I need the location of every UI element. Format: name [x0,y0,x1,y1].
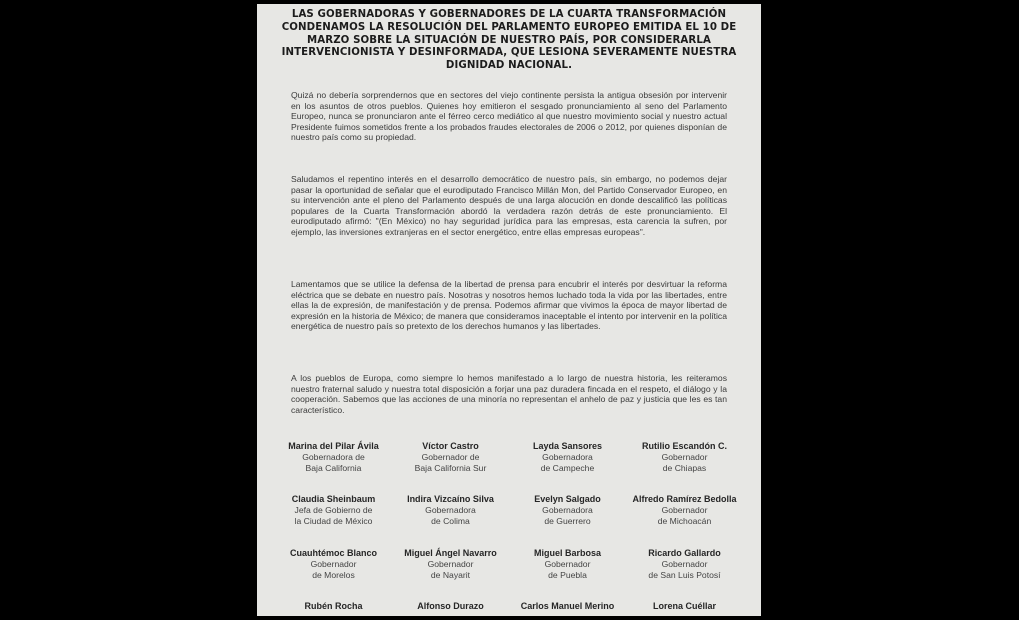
signatory-role-line-2: de Chiapas [662,462,707,473]
signatory-role-line-2: de Guerrero [544,515,591,526]
signatory-role-line-1: Gobernadora de [302,452,365,462]
signatory-role-line-1: Gobernador de [421,452,480,462]
signatory-name: Indira Vizcaíno Silva [407,494,494,504]
signatory [509,601,626,612]
signatory-name: Alfredo Ramírez Bedolla [632,494,737,504]
signatory [509,441,626,473]
signatory-name: Ricardo Gallardo [648,548,721,558]
signatory [275,601,392,612]
paragraph-3: Lamentamos que se utilice la defensa de la libertad de prensa para encubrir el interés por desvirtuar la reforma eléctrica que se debate en nuestro país. Nosotras y nosotros hemos luchado toda la vida por las libertades, entre ellas la de expresión, de manifestación y de prensa. Podemos afirmar que vivimos la época de mayor libertad de expresión en la historia de México; de manera que consideramos inaceptable el intento por intervenir en la política energética de nuestro país so pretexto de los derechos humanos y las libertades. [291,279,727,332]
signatory-name: Evelyn Salgado [534,494,601,504]
signatory-role-line-1: Gobernador [661,452,708,462]
signatory-role-line-2: Baja California [305,462,362,473]
signatory-name: Layda Sansores [532,441,603,451]
signatory-name: Rutilio Escandón C. [641,441,727,451]
signatory-role-line-1: Gobernadora [425,505,476,515]
signatory [392,441,509,473]
signatory-role-line-2: de Colima [431,515,470,526]
signatory-name: Alfonso Durazo [417,601,484,611]
signatory-role-line-1: Gobernadora [542,505,593,515]
signatory-name: Marina del Pilar Ávila [288,441,379,451]
signatory [509,494,626,526]
signatory-name: Miguel Ángel Navarro [404,548,497,558]
signatory-role-line-2: Baja California Sur [414,462,487,473]
signatory [626,548,743,580]
paragraph-2: Saludamos el repentino interés en el desarrollo democrático de nuestro país, sin embargo, no podemos dejar pasar la oportunidad de señalar que el eurodiputado Francisco Millán Mon, del Partido Conservador Europeo, en su intervención ante el pleno del Parlamento después de una larga alocución en donde descalificó las políticas populares de la Cuarta Transformación abordó la verdadera razón detrás de este pronunciamiento. El eurodiputado afirmó: "(En México) no hay seguridad jurídica para las empresas, esta carencia la sufren, por ejemplo, las inversiones extranjeras en el sector energético, entre ellas empresas europeas". [291,174,727,237]
signatory [392,494,509,526]
signatory [275,494,392,526]
signatory-name: Rubén Rocha [304,601,363,611]
signatory-role-line-1: Gobernador [427,559,474,569]
signatory [509,548,626,580]
document-page [257,4,761,616]
signatories-row [275,601,743,616]
signatory-role-line-2: de Puebla [548,569,587,580]
signatory [392,601,509,612]
signatory-name: Carlos Manuel Merino [520,601,615,611]
paragraph-1: Quizá no debería sorprendernos que en sectores del viejo continente persista la antigua obsesión por intervenir en los asuntos de otros pueblos. Quienes hoy emitieron el sesgado pronunciamiento al seno del Parlamento Europeo, nunca se pronunciaron ante el férreo cerco mediático al que nuestro movimiento social y nuestro actual Presidente fuimos sometidos frente a los probados fraudes electorales de 2006 o 2012, por quienes disponían de nuestro país como su propiedad. [291,90,727,143]
signatory-role-line-2: de San Luis Potosí [648,569,721,580]
signatory-role-line-1: Gobernador [310,559,357,569]
signatories-row [275,548,743,598]
signatory-role-line-1: Gobernador [544,559,591,569]
signatory [275,548,392,580]
signatory-role-line-1: Jefa de Gobierno de [294,505,373,515]
signatory-name: Miguel Barbosa [533,548,601,558]
signatory-name: Cuauhtémoc Blanco [289,548,377,558]
signatories-row [275,441,743,491]
signatories-row [275,494,743,544]
signatory-name: Víctor Castro [422,441,479,451]
signatory [626,441,743,473]
signatory [626,601,743,612]
document-title: LAS GOBERNADORAS Y GOBERNADORES DE LA CUARTA TRANSFORMACIÓN CONDENAMOS LA RESOLUCIÓN DEL PARLAMENTO EUROPEO EMITIDA EL 10 DE MARZO SOBRE LA SITUACIÓN DE NUESTRO PAÍS, POR CONSIDERARLA INTERVENCIONISTA Y DESINFORMADA, QUE LESIONA SEVERAMENTE NUESTRA DIGNIDAD NACIONAL. [281,9,737,72]
signatory-name: Claudia Sheinbaum [291,494,376,504]
signatory [275,441,392,473]
signatory [626,494,743,526]
signatory-role-line-2: de Michoacán [657,515,712,526]
signatory-role-line-1: Gobernador [661,505,708,515]
signatory-role-line-1: Gobernador [661,559,708,569]
signatory-role-line-2: de Campeche [540,462,595,473]
signatory-role-line-1: Gobernadora [542,452,593,462]
signatory-role-line-2: de Morelos [312,569,355,580]
signatory-name: Lorena Cuéllar [652,601,717,611]
paragraph-4: A los pueblos de Europa, como siempre lo hemos manifestado a lo largo de nuestra historia, les reiteramos nuestro fraternal saludo y nuestra total disposición a forjar una paz duradera fincada en el respeto, el diálogo y la cooperación. Sabemos que las acciones de una minoría no representan el anhelo de paz y justicia que les es tan característico. [291,373,727,415]
signatory-role-line-2: de Nayarit [430,569,471,580]
signatory [392,548,509,580]
signatory-role-line-2: la Ciudad de México [294,515,373,526]
